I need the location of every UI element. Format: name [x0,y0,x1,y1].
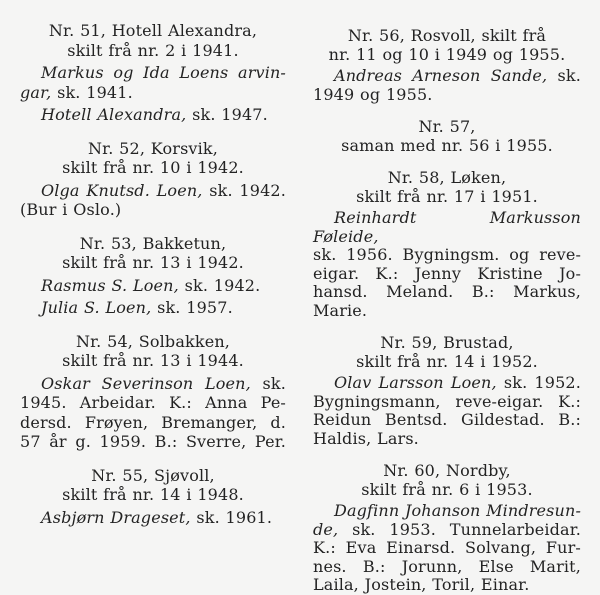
text-segment: Nr. 60, Nordby, [383,461,511,480]
person-name-italic: Oskar Severinson Loen, [41,373,251,393]
person-name-italic: Andreas Arneson Sande, [334,66,548,85]
text-line [313,353,581,372]
text-line [20,139,286,159]
text-line [20,21,286,41]
text-line [313,188,581,207]
text-line [20,351,286,371]
entry-paragraph [20,374,286,452]
text-segment: sk. [547,66,581,85]
person-name-italic: Rasmus S. Loen, [41,275,179,295]
text-line [20,332,286,352]
entry-heading [20,466,286,505]
text-line [20,234,286,254]
text-segment: Nr. 54, Solbakken, [75,331,231,351]
text-line [20,83,286,103]
person-name-italic: Hotell Alexandra, [41,105,187,124]
text-line [20,508,286,528]
text-line [20,105,286,125]
text-segment: (Bur i Oslo.) [20,200,122,219]
text-segment: Nr. 55, Sjøvoll, [91,465,215,485]
text-line [20,393,286,413]
text-segment: skilt frå nr. 2 i 1941. [67,40,239,60]
person-name-italic: Reinhardt Markusson Føleide, [313,208,581,246]
text-segment: Nr. 51, Hotell Alexandra, [48,21,258,40]
entry-heading [313,462,581,499]
text-line [313,46,581,65]
text-line [313,302,581,321]
text-segment: skilt frå nr. 17 i 1951. [356,186,538,206]
person-name-italic: de, [313,519,339,539]
text-segment: hansd. Meland. B.: Markus, [313,282,581,301]
entry-heading [313,118,581,155]
entry-heading [20,139,286,178]
text-segment: skilt frå nr. 14 i 1952. [356,351,538,371]
text-line [20,298,286,318]
person-name-italic: Asbjørn Drageset, [41,507,191,527]
entry-heading [313,169,581,206]
text-line [20,374,286,394]
text-line [20,200,286,220]
text-line [313,411,581,430]
text-segment: skilt frå nr. 6 i 1953. [361,479,533,499]
text-segment: sk. 1953. Tunnelarbeidar. [338,519,581,539]
text-segment: Nr. 57, [418,117,476,136]
text-line [313,481,581,500]
text-segment: Reidun Bentsd. Gildestad. B.: [313,410,581,429]
text-line [313,430,581,449]
text-segment: Bygningsmann, reve-eigar. K.: [313,391,581,411]
person-name-italic: gar, [20,82,52,102]
entry-paragraph [20,298,286,318]
text-segment: 1949 og 1955. [313,84,433,104]
entry-paragraph [313,374,581,448]
text-line [313,265,581,284]
text-line [313,393,581,412]
text-line [313,374,581,393]
text-line [313,334,581,353]
text-line [313,283,581,302]
text-line [20,276,286,296]
entry-heading [20,21,286,60]
left-column [20,0,286,527]
text-line [20,63,286,83]
entry-heading [20,332,286,371]
text-segment: 1945. Arbeidar. K.: Anna Pe- [20,393,286,412]
entry-paragraph [313,502,581,595]
text-segment: sk. [250,373,286,393]
text-segment: Nr. 56, Rosvoll, skilt frå [347,26,547,45]
person-name-italic: Dagfinn Johanson Mindresun- [334,501,581,520]
entry-paragraph [20,181,286,220]
text-line [20,413,286,433]
text-line [313,118,581,137]
text-segment: sk. 1947. [186,105,268,124]
text-segment: Laila, Jostein, Toril, Einar. [313,575,530,594]
entry-paragraph [20,276,286,296]
text-line [313,462,581,481]
text-line [313,502,581,521]
text-segment: saman med nr. 56 i 1955. [341,135,553,155]
entry-paragraph [20,63,286,102]
text-segment: sk. 1956. Bygningsm. og reve- [313,245,581,264]
text-segment: sk. 1942. [202,180,286,200]
text-line [20,432,286,452]
text-line [20,485,286,505]
text-line [313,576,581,595]
text-line [313,169,581,188]
right-column [313,0,581,595]
person-name-italic: Julia S. Loen, [41,298,152,317]
text-line [313,539,581,558]
text-line [313,558,581,577]
text-segment: nr. 11 og 10 i 1949 og 1955. [328,44,566,64]
text-line [313,137,581,156]
text-segment: K.: Eva Einarsd. Solvang, Fur- [313,538,581,557]
text-segment: sk. 1952. [496,373,581,392]
text-segment: dersd. Frøyen, Bremanger, d. [20,412,286,432]
text-segment: nes. B.: Jorunn, Else Marit, [313,556,581,576]
text-segment: Nr. 53, Bakketun, [79,233,227,253]
text-line [313,246,581,265]
entry-paragraph [20,508,286,528]
entry-paragraph [313,209,581,320]
text-line [313,86,581,105]
text-segment: skilt frå nr. 14 i 1948. [62,485,244,504]
text-segment: skilt frå nr. 10 i 1942. [62,158,244,177]
text-segment: skilt frå nr. 13 i 1944. [62,351,244,370]
entry-paragraph [20,105,286,125]
text-segment: sk. 1941. [51,82,133,102]
text-line [20,181,286,201]
text-line [313,209,581,246]
text-segment: sk. 1942. [178,275,261,295]
person-name-italic: Olav Larsson Loen, [334,373,497,392]
text-segment: Nr. 52, Korsvik, [88,138,218,158]
text-line [20,253,286,273]
text-segment: skilt frå nr. 13 i 1942. [62,253,244,272]
text-segment: sk. 1957. [151,298,233,317]
text-segment: 57 år g. 1959. B.: Sverre, Per. [20,432,286,451]
text-line [20,41,286,61]
text-segment: sk. 1961. [190,507,273,527]
text-line [313,27,581,46]
person-name-italic: Olga Knutsd. Loen, [41,180,203,200]
entry-heading [20,234,286,273]
text-segment: Marie. [313,300,368,320]
text-line [313,67,581,86]
person-name-italic: Markus og Ida Loens arvin- [41,63,286,82]
entry-heading [313,334,581,371]
text-line [20,466,286,486]
text-line [313,521,581,540]
entry-heading [313,27,581,64]
entry-paragraph [313,67,581,104]
text-segment: Haldis, Lars. [313,428,419,448]
text-line [20,158,286,178]
text-segment: Nr. 59, Brustad, [380,333,514,352]
text-segment: Nr. 58, Løken, [387,168,507,187]
text-segment: eigar. K.: Jenny Kristine Jo- [313,263,581,283]
